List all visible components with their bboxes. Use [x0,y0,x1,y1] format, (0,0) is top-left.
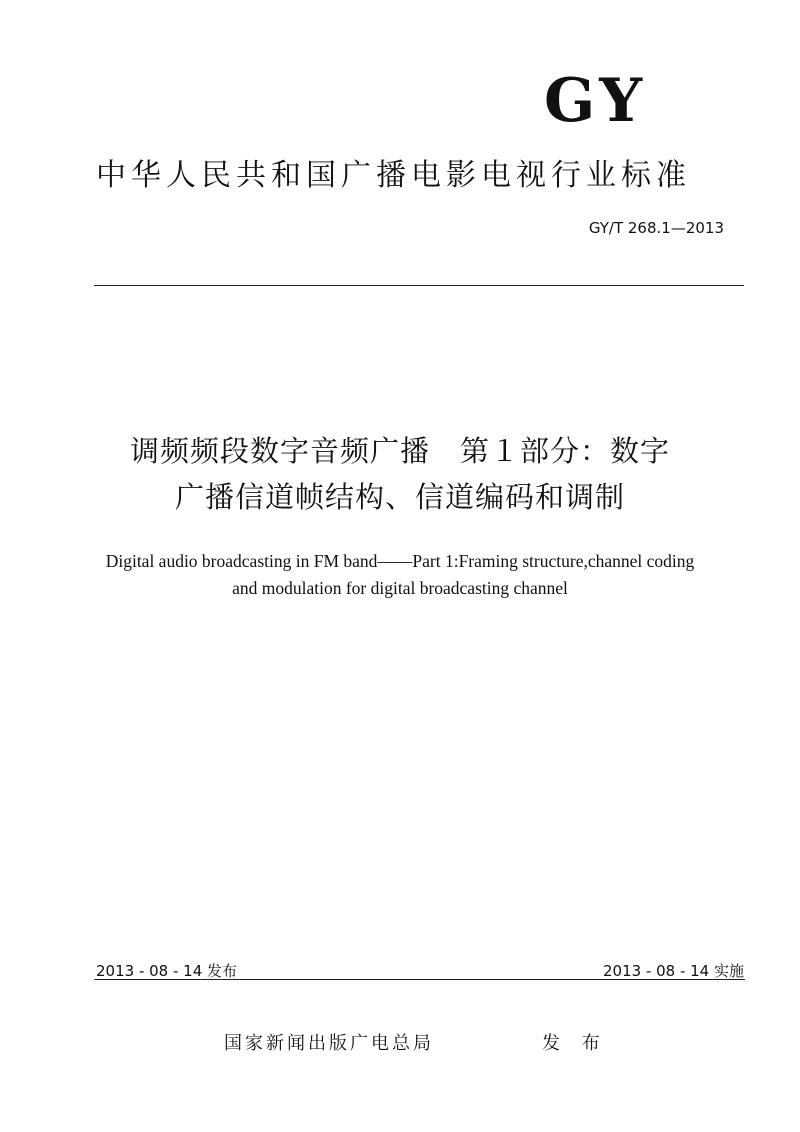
english-title [40,548,760,602]
publisher-name: 国家新闻出版广电总局 [224,1033,434,1054]
issue-date: 2013 - 08 - 14 发布 [96,962,238,980]
issuing-authority-heading: 中华人民共和国广播电影电视行业标准 [96,158,691,193]
chinese-title-line-1: 调频频段数字音频广播 第１部分：数字 [129,434,670,468]
top-divider [94,285,744,286]
chinese-title-line-2: 广播信道帧结构、信道编码和调制 [174,480,625,514]
english-title-line-1: Digital audio broadcasting in FM band——Part 1:Framing structure,channel coding [105,551,695,571]
standard-number: GY/T 268.1—2013 [588,219,724,237]
implementation-date: 2013 - 08 - 14 实施 [602,962,744,980]
chinese-title [40,428,760,520]
english-title-line-2: and modulation for digital broadcasting channel [232,578,568,598]
bottom-divider [94,979,745,980]
gy-logo: GY [544,66,647,136]
publish-label: 发 布 [542,1033,608,1054]
